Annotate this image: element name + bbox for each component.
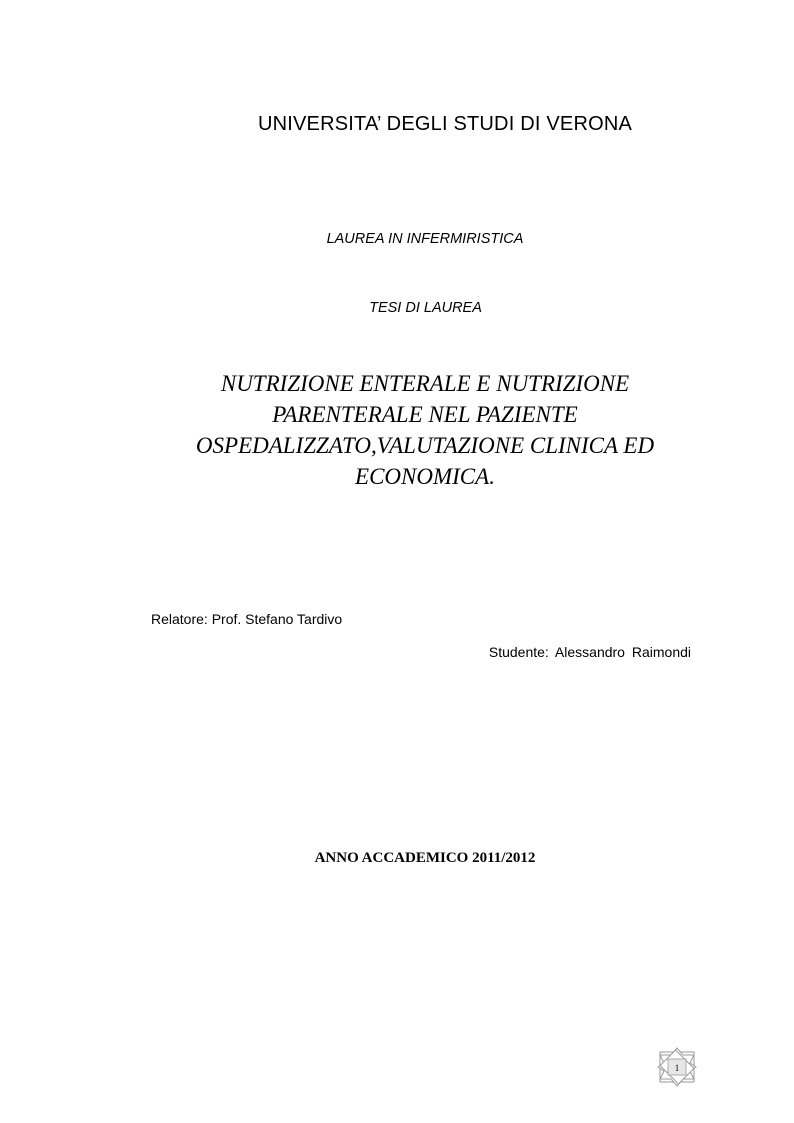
academic-year: ANNO ACCADEMICO 2011/2012 (314, 850, 536, 866)
student-line: Studente: Alessandro Raimondi (488, 644, 691, 660)
thesis-type: TESI DI LAUREA (369, 300, 482, 316)
thesis-title-line: ECONOMICA. (355, 464, 495, 489)
university-heading: UNIVERSITA’ DEGLI STUDI DI VERONA (257, 113, 633, 135)
page-number: 1 (674, 1063, 680, 1073)
thesis-title-line: PARENTERALE NEL PAZIENTE (272, 402, 578, 427)
thesis-title (160, 368, 690, 492)
page-number-badge (656, 1047, 698, 1087)
advisor-line: Relatore: Prof. Stefano Tardivo (151, 611, 343, 627)
thesis-title-line: NUTRIZIONE ENTERALE E NUTRIZIONE (220, 371, 630, 396)
degree-course: LAUREA IN INFERMIRISTICA (326, 231, 524, 247)
thesis-title-line: OSPEDALIZZATO,VALUTAZIONE CLINICA ED (195, 433, 655, 458)
ornamental-star-icon (656, 1047, 698, 1087)
